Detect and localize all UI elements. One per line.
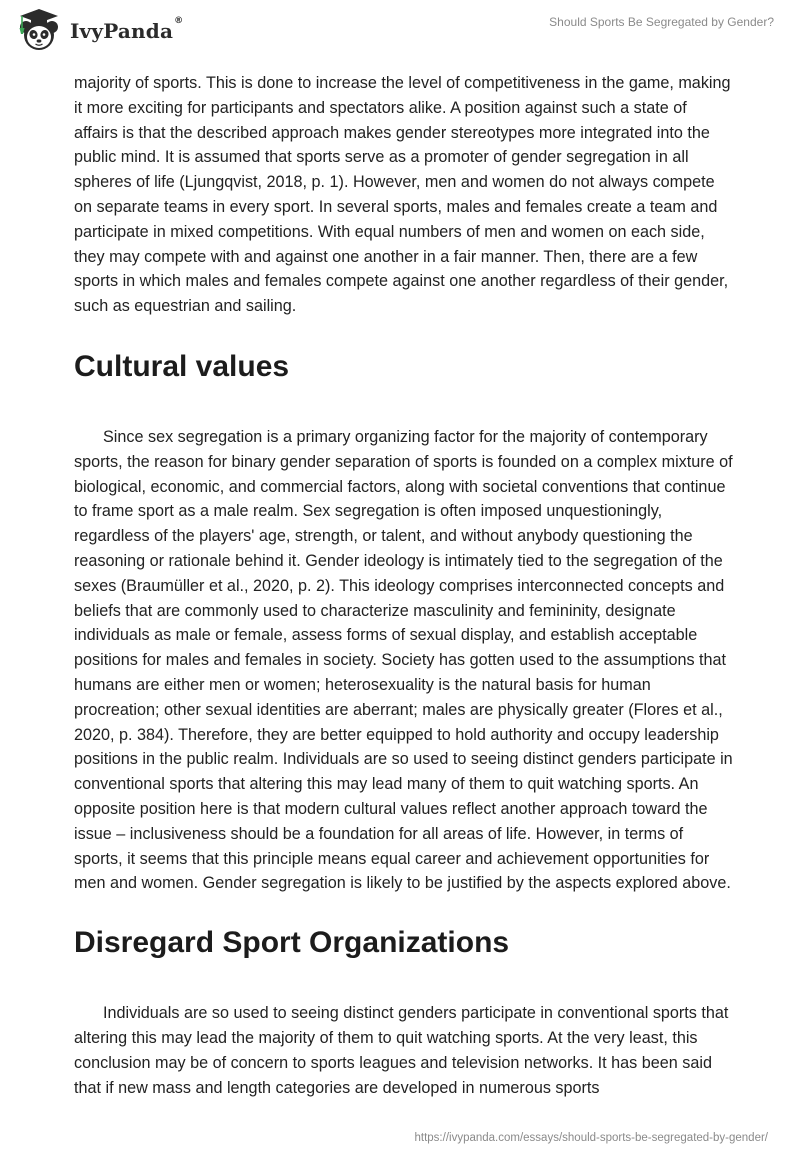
logo-wordmark xyxy=(70,16,184,43)
page-header xyxy=(0,0,800,70)
source-url[interactable]: https://ivypanda.com/essays/should-sports-be-segregated-by-gender/ xyxy=(414,1132,768,1144)
section-heading-disregard-sport-organizations: Disregard Sport Organizations xyxy=(74,926,510,960)
ivypanda-logo[interactable] xyxy=(14,6,183,56)
paragraph-disregard-sport-organizations: Individuals are so used to seeing distinct genders participate in conventional sports that altering this may lead the majority of them to quit watching sports. At the very least, this conclusion may be of concern to sports leagues and television networks. It has been said that if new mass and length categories are developed in numerous sports xyxy=(74,1004,729,1097)
essay-body xyxy=(74,71,734,1100)
paragraph-intro-continued: majority of sports. This is done to increase the level of competitiveness in the game, making it more exciting for participants and spectators alike. A position against such a state of affairs is that the described approach makes gender stereotypes more integrated into the public mind. It is assumed that sports serve as a promoter of gender segregation in all spheres of life (Ljungqvist, 2018, p. 1). However, men and women do not always compete on separate teams in every sport. In several sports, males and females create a team and participate in mixed competitions. With equal numbers of men and women on each side, they may compete with and against one another in a fair manner. Then, there are a few sports in which males and females compete against one another regardless of their gender, such as equestrian and sailing. xyxy=(74,74,731,316)
section-heading-cultural-values: Cultural values xyxy=(74,349,290,383)
paragraph-cultural-values: Since sex segregation is a primary organizing factor for the majority of contemporary sports, the reason for binary gender separation of sports is founded on a complex mixture of biological, economic, and commercial factors, along with societal conventions that continue to frame sport as a male realm. Sex segregation is often imposed unquestioningly, regardless of the players' age, strength, or talent, and without anybody questioning the reasoning or rationale behind it. Gender ideology is intimately tied to the segregation of the sexes (Braumüller et al., 2020, p. 2). This ideology comprises interconnected concepts and beliefs that are commonly used to characterize masculinity and femininity, designate individuals as male or female, assess forms of sexual display, and establish acceptable positions for males and females in society. Society has gotten used to the assumptions that humans are either men or women; heterosexuality is the natural basis for human procreation; other sexual identities are aberrant; males are physically greater (Flores et al., 2020, p. 384). Therefore, they are better equipped to hold authority and occupy leadership positions in the public realm. Individuals are so used to seeing distinct genders participate in conventional sports that altering this may lead many of them to quit watching sports. An opposite position here is that modern cultural values reflect another approach toward the issue – inclusiveness should be a foundation for all areas of life. However, in terms of sports, it seems that this principle means equal career and achievement opportunities for men and women. Gender segregation is likely to be justified by the aspects explored above. xyxy=(74,427,733,893)
document-title: Should Sports Be Segregated by Gender? xyxy=(549,15,774,29)
logo-name: IvyPanda xyxy=(70,19,174,43)
panda-graduate-icon xyxy=(14,6,64,56)
registered-mark: ® xyxy=(174,16,184,26)
